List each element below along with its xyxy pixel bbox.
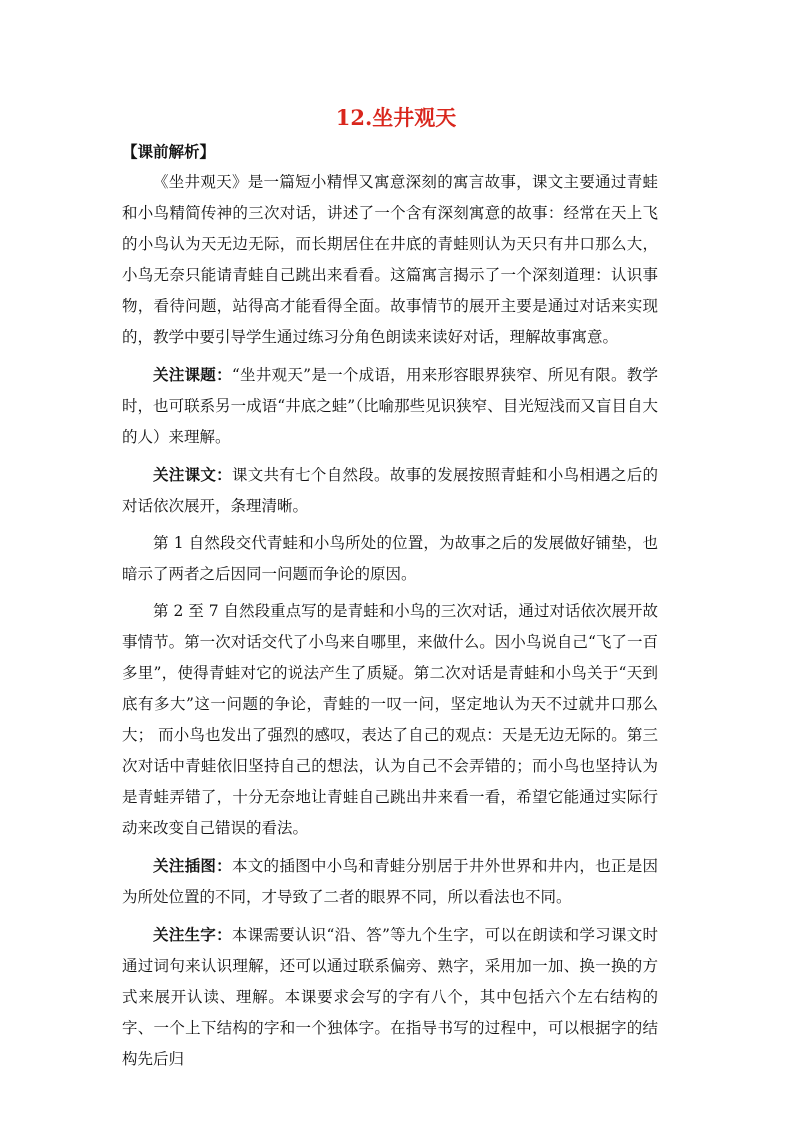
paragraph-text: 第 2 至 7 自然段重点写的是青蛙和小鸟的三次对话，通过对话依次展开故事情节。第一次对话交代了小鸟来自哪里，来做什么。因小鸟说自己“飞了一百多里”，使得青蛙对它的说法产生了质疑。第二次对话是青蛙和小鸟关于“天到底有多大”这一问题的争论，青蛙的一叹一问，坚定地认为天不过就井口那么大； 而小鸟也发出了强烈的感叹，表达了自己的观点：天是无边无际的。第三次对话中青蛙依旧坚持自己的想法，认为自己不会弄错的；而小鸟也坚持认为是青蛙弄错了，十分无奈地让青蛙自己跳出井来看一看，希望它能通过实际行动来改变自己错误的看法。 <box>122 602 658 837</box>
paragraph-section-2-7 <box>122 596 658 844</box>
paragraph-text: “坐井观天”是一个成语，用来形容眼界狭窄、所见有限。教学时，也可联系另一成语“井底之蛙”（比喻那些见识狭窄、目光短浅而又盲目自大的人）来理解。 <box>122 366 658 446</box>
paragraph-section-1 <box>122 528 658 590</box>
lesson-title: 12.坐井观天 <box>335 105 457 130</box>
paragraph-text: 本文的插图中小鸟和青蛙分别居于井外世界和井内，也正是因为所处位置的不同，才导致了二者的眼界不同，所以看法也不同。 <box>122 857 658 906</box>
paragraph-lead: 关注课文： <box>153 465 232 484</box>
paragraph-lead: 关注课题： <box>153 365 232 384</box>
paragraph-characters <box>122 919 658 1075</box>
paragraph-illustration <box>122 850 658 913</box>
paragraph-text-focus <box>122 459 658 522</box>
paragraph-text: 本课需要认识“沿、答”等九个生字，可以在朗读和学习课文时通过词句来认识理解，还可以通过联系偏旁、熟字，采用加一加、换一换的方式来展开认读、理解。本课要求会写的字有八个，其中包括六个左右结构的字、一个上下结构的字和一个独体字。在指导书写的过程中，可以根据字的结构先后归 <box>122 926 658 1068</box>
paragraph-text: 第 1 自然段交代青蛙和小鸟所处的位置，为故事之后的发展做好铺垫，也暗示了两者之后因同一问题而争论的原因。 <box>122 534 658 583</box>
paragraph-text: 课文共有七个自然段。故事的发展按照青蛙和小鸟相遇之后的对话依次展开，条理清晰。 <box>122 466 658 515</box>
paragraph-text: 《坐井观天》是一篇短小精悍又寓意深刻的寓言故事，课文主要通过青蛙和小鸟精简传神的三次对话，讲述了一个含有深刻寓意的故事：经常在天上飞的小鸟认为天无边无际，而长期居住在井底的青蛙则认为天只有井口那么大，小鸟无奈只能请青蛙自己跳出来看看。这篇寓言揭示了一个深刻道理：认识事物，看待问题，站得高才能看得全面。故事情节的展开主要是通过对话来实现的，教学中要引导学生通过练习分角色朗读来读好对话，理解故事寓意。 <box>122 173 658 346</box>
section-heading: 【课前解析】 <box>122 142 216 161</box>
paragraph-intro <box>122 167 658 353</box>
paragraph-topic <box>122 359 658 453</box>
paragraph-lead: 关注生字： <box>153 925 232 944</box>
paragraph-lead: 关注插图： <box>153 856 232 875</box>
